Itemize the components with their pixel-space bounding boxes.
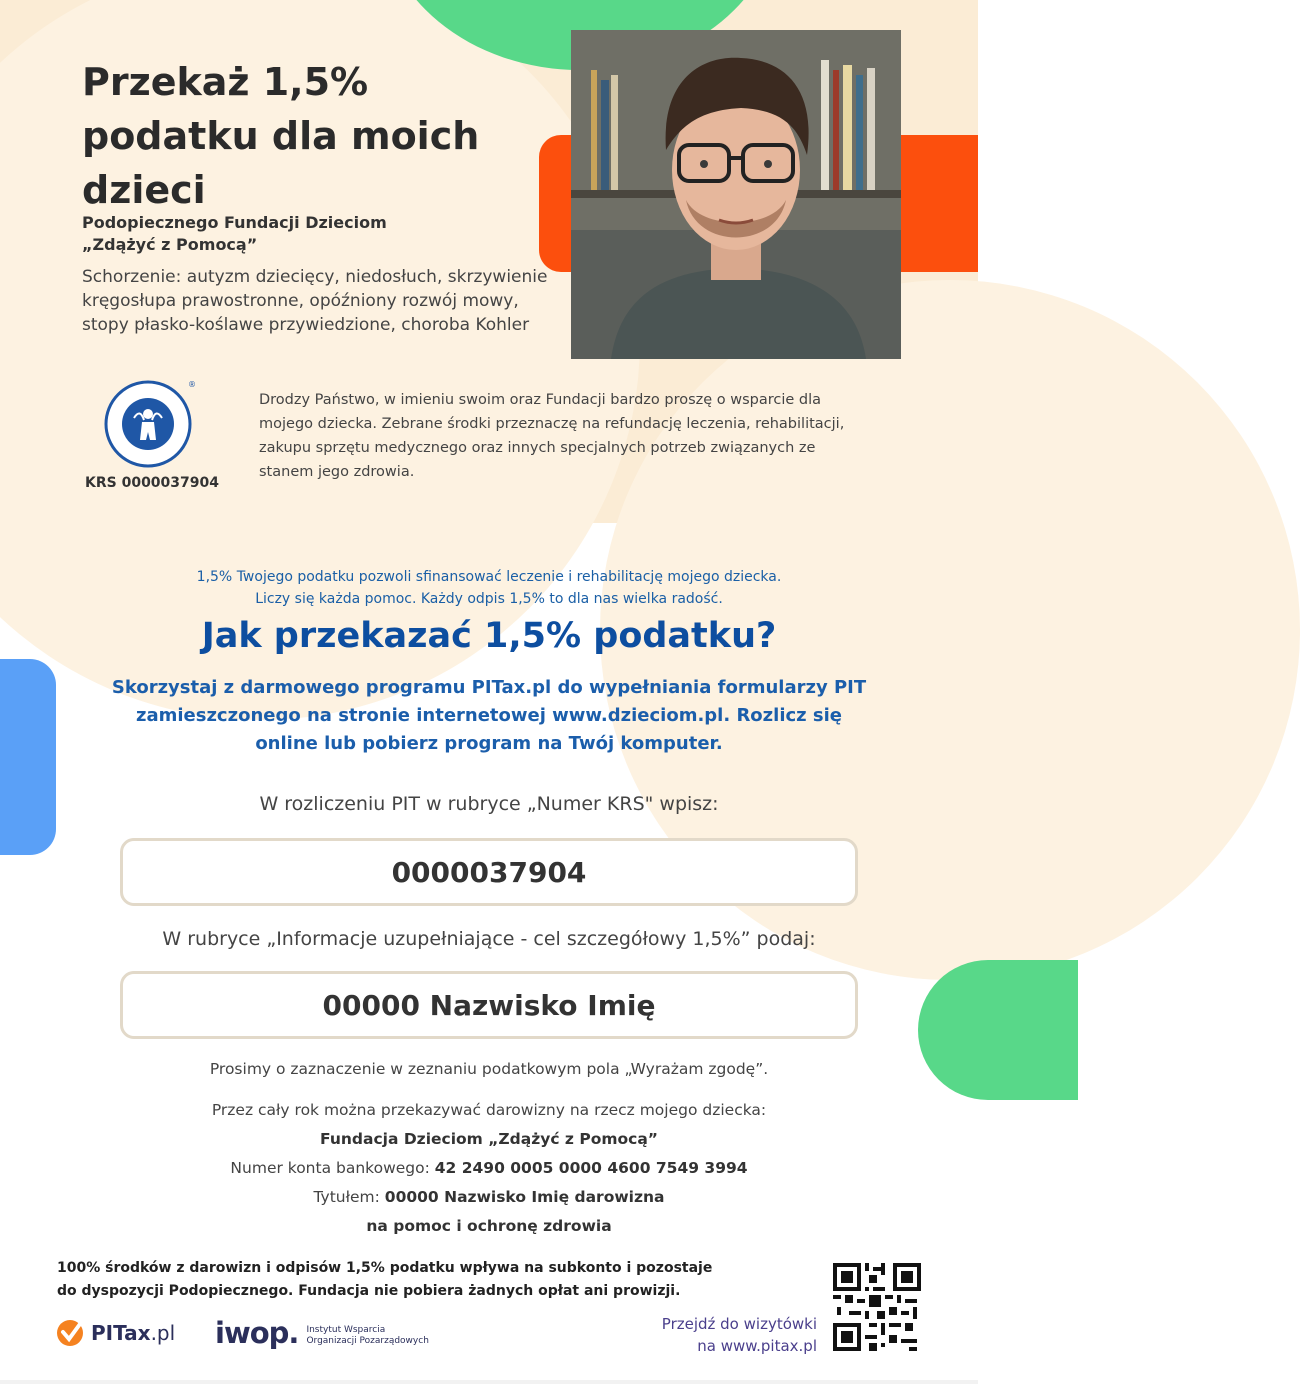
footer-note-line: do dyspozycji Podopiecznego. Fundacja nie pobiera żadnych opłat ani prowizji. <box>57 1283 681 1299</box>
pitax-domain: .pl <box>150 1321 176 1345</box>
bottom-divider <box>0 1380 978 1384</box>
subtitle-line: Podopiecznego Fundacji Dzieciom <box>82 213 387 232</box>
consent-text: Prosimy o zaznaczenie w zeznaniu podatkowym pola „Wyrażam zgodę”. <box>209 1060 769 1078</box>
page-title: Przekaż 1,5% podatku dla moich dzieci <box>82 60 480 212</box>
krs-instruction: W rozliczeniu PIT w rubryce „Numer KRS" wpisz: <box>259 793 719 815</box>
iwop-subtitle <box>306 1325 428 1347</box>
iwop-sub-line: Instytut Wsparcia <box>306 1325 386 1335</box>
green-accent-right <box>918 960 1078 1100</box>
intro-text <box>0 566 978 610</box>
portrait-photo <box>571 30 901 359</box>
foundation-name: Fundacja Dzieciom „Zdążyć z Pomocą” <box>320 1130 658 1148</box>
condition-text: Schorzenie: autyzm dziecięcy, niedosłuch, skrzywienie kręgosłupa prawostronne, opóźniony rozwój mowy, stopy płasko-koślawe przywiedzione, choroba Kohler <box>82 267 548 335</box>
howto-heading: Jak przekazać 1,5% podatku? <box>201 616 777 656</box>
title-value: 00000 Nazwisko Imię darowizna <box>384 1188 665 1206</box>
blue-accent-tab <box>0 659 56 855</box>
footer-note-line: 100% środków z darowizn i odpisów 1,5% podatku wpływa na subkonto i pozostaje <box>57 1260 713 1276</box>
iwop-word: iwop. <box>215 1316 299 1350</box>
program-info: Skorzystaj z darmowego programu PITax.pl do wypełniania formularzy PIT zamieszczonego na stronie internetowej www.dzieciom.pl. Rozlicz się online lub pobierz program na Twój komputer. <box>111 677 867 754</box>
krs-label: KRS 0000037904 <box>85 475 219 491</box>
intro-line: Liczy się każda pomoc. Każdy odpis 1,5% to dla nas wielka radość. <box>255 591 723 607</box>
visit-line: na www.pitax.pl <box>697 1337 817 1355</box>
footer-note <box>57 1257 717 1303</box>
beneficiary-subtitle <box>82 212 502 256</box>
subtitle-line: „Zdążyć z Pomocą” <box>82 235 258 254</box>
pitax-logo[interactable] <box>55 1318 175 1348</box>
appeal-letter: Drodzy Państwo, w imieniu swoim oraz Fundacji bardzo proszę o wsparcie dla mojego dziecka. Zebrane środki przeznaczę na refundację leczenia, rehabilitacji, zakupu sprzętu medycznego oraz innych specjalnych potrzeb związanych ze stanem jego zdrowia. <box>259 392 845 480</box>
intro-line: 1,5% Twojego podatku pozwoli sfinansować leczenie i rehabilitację mojego dziecka. <box>196 569 782 585</box>
visit-line: Przejdź do wizytówki <box>661 1315 817 1333</box>
goal-value-box: 00000 Nazwisko Imię <box>120 971 858 1039</box>
donation-info <box>0 1096 978 1241</box>
krs-number-box: 0000037904 <box>120 838 858 906</box>
title-value-cont: na pomoc i ochronę zdrowia <box>366 1217 612 1235</box>
goal-instruction: W rubryce „Informacje uzupełniające - cel szczegółowy 1,5%” podaj: <box>162 928 816 950</box>
svg-text:®: ® <box>188 380 196 389</box>
iwop-sub-line: Organizacji Pozarządowych <box>306 1336 429 1346</box>
foundation-logo <box>104 378 194 468</box>
title-label: Tytułem: <box>313 1188 385 1206</box>
qr-code-icon[interactable] <box>833 1263 921 1351</box>
donation-intro: Przez cały rok można przekazywać darowizny na rzecz mojego dziecka: <box>211 1101 767 1119</box>
pitax-name: PITax <box>91 1321 151 1345</box>
account-label: Numer konta bankowego: <box>230 1159 435 1177</box>
visit-link[interactable] <box>600 1313 817 1357</box>
pitax-check-icon <box>55 1318 87 1348</box>
iwop-logo[interactable] <box>215 1316 429 1350</box>
account-number: 42 2490 0005 0000 4600 7549 3994 <box>434 1159 748 1177</box>
